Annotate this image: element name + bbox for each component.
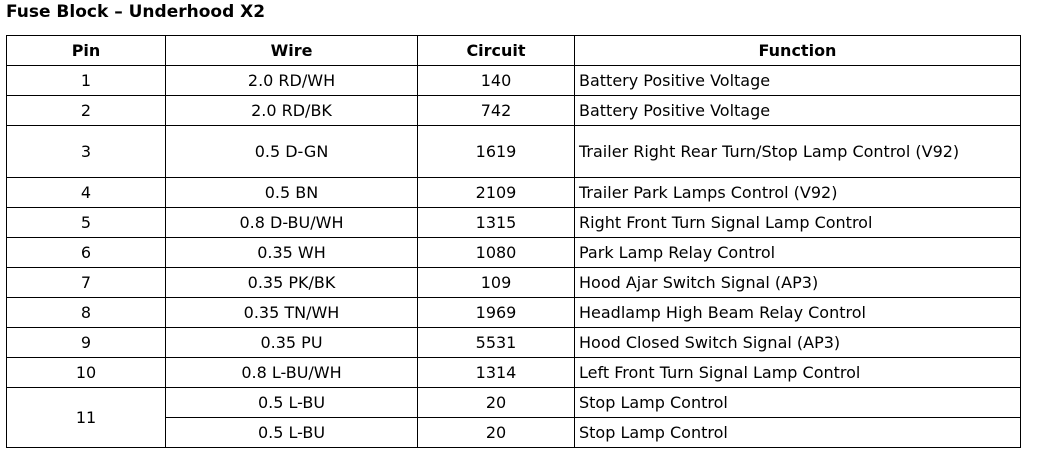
function-cell: Left Front Turn Signal Lamp Control [575, 358, 1021, 388]
wire-cell: 0.8 D-BU/WH [166, 208, 418, 238]
circuit-cell: 2109 [418, 178, 575, 208]
wire-cell: 0.35 TN/WH [166, 298, 418, 328]
function-cell: Battery Positive Voltage [575, 66, 1021, 96]
wire-cell: 0.8 L-BU/WH [166, 358, 418, 388]
wire-cell: 0.35 WH [166, 238, 418, 268]
function-cell: Hood Ajar Switch Signal (AP3) [575, 268, 1021, 298]
circuit-cell: 140 [418, 66, 575, 96]
pin-cell: 2 [7, 96, 166, 126]
column-header-function: Function [575, 36, 1021, 66]
function-cell: Trailer Park Lamps Control (V92) [575, 178, 1021, 208]
pin-cell: 11 [7, 388, 166, 448]
wire-cell: 0.5 BN [166, 178, 418, 208]
wire-cell: 2.0 RD/WH [166, 66, 418, 96]
pin-cell: 3 [7, 126, 166, 178]
function-cell: Park Lamp Relay Control [575, 238, 1021, 268]
function-cell: Trailer Right Rear Turn/Stop Lamp Control (V92) [575, 126, 1021, 178]
function-cell: Right Front Turn Signal Lamp Control [575, 208, 1021, 238]
table-row [7, 358, 1021, 388]
table-row [7, 178, 1021, 208]
table-row [7, 238, 1021, 268]
function-cell: Headlamp High Beam Relay Control [575, 298, 1021, 328]
function-cell: Hood Closed Switch Signal (AP3) [575, 328, 1021, 358]
table-row [7, 126, 1021, 178]
table-row [7, 96, 1021, 126]
table-header-row [7, 36, 1021, 66]
pin-cell: 7 [7, 268, 166, 298]
function-cell: Battery Positive Voltage [575, 96, 1021, 126]
column-header-wire: Wire [166, 36, 418, 66]
page-title: Fuse Block – Underhood X2 [6, 2, 266, 22]
wire-cell: 2.0 RD/BK [166, 96, 418, 126]
table-row [7, 328, 1021, 358]
circuit-cell: 1619 [418, 126, 575, 178]
table-row [7, 388, 1021, 418]
table-row [7, 298, 1021, 328]
pin-cell: 5 [7, 208, 166, 238]
pin-cell: 1 [7, 66, 166, 96]
circuit-cell: 109 [418, 268, 575, 298]
pin-table [6, 35, 1021, 448]
wire-cell: 0.5 D-GN [166, 126, 418, 178]
wire-cell: 0.35 PU [166, 328, 418, 358]
circuit-cell: 20 [418, 418, 575, 448]
circuit-cell: 1969 [418, 298, 575, 328]
wire-cell: 0.35 PK/BK [166, 268, 418, 298]
table-row [7, 66, 1021, 96]
function-cell: Stop Lamp Control [575, 418, 1021, 448]
circuit-cell: 1315 [418, 208, 575, 238]
circuit-cell: 5531 [418, 328, 575, 358]
pin-cell: 8 [7, 298, 166, 328]
circuit-cell: 1080 [418, 238, 575, 268]
circuit-cell: 1314 [418, 358, 575, 388]
wire-cell: 0.5 L-BU [166, 388, 418, 418]
function-cell: Stop Lamp Control [575, 388, 1021, 418]
pin-cell: 4 [7, 178, 166, 208]
pin-cell: 10 [7, 358, 166, 388]
wire-cell: 0.5 L-BU [166, 418, 418, 448]
column-header-pin: Pin [7, 36, 166, 66]
pin-cell: 9 [7, 328, 166, 358]
circuit-cell: 20 [418, 388, 575, 418]
circuit-cell: 742 [418, 96, 575, 126]
table-row [7, 268, 1021, 298]
column-header-circuit: Circuit [418, 36, 575, 66]
table-row [7, 208, 1021, 238]
pin-cell: 6 [7, 238, 166, 268]
